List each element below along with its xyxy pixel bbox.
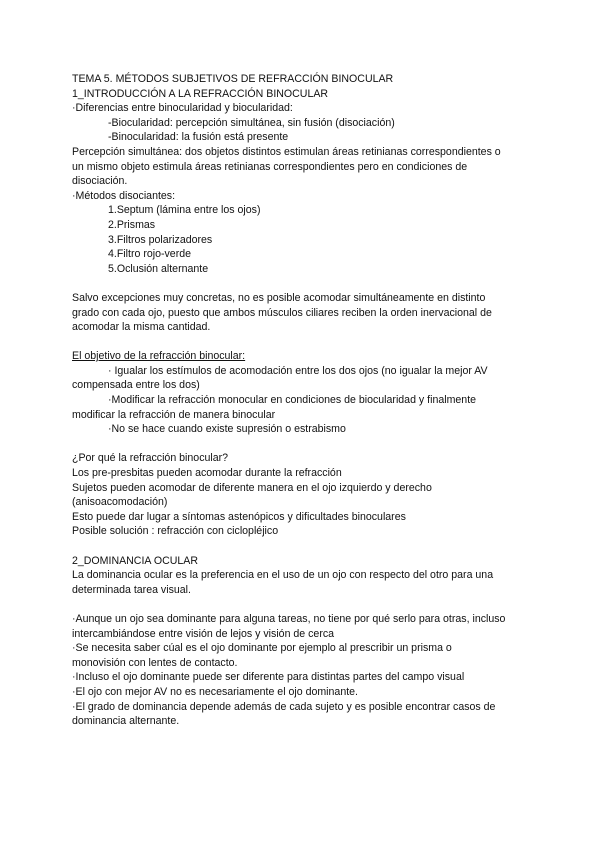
objective-item-1a: · Igualar los estímulos de acomodación entre los dos ojos (no igualar la mejor AV bbox=[108, 364, 488, 377]
why-line-2: Sujetos pueden acomodar de diferente manera en el ojo izquierdo y derecho bbox=[72, 481, 432, 494]
dominance-point-2a: ·Se necesita saber cúal es el ojo dominante por ejemplo al prescribir un prisma o bbox=[72, 642, 452, 655]
salvo-line-2: grado con cada ojo, puesto que ambos músculos ciliares reciben la orden inervacional de bbox=[72, 306, 492, 319]
dominance-def-2: determinada tarea visual. bbox=[72, 583, 191, 596]
dominance-point-1a: ·Aunque un ojo sea dominante para alguna tareas, no tiene por qué serlo para otras, incluso bbox=[72, 612, 506, 625]
document-title: TEMA 5. MÉTODOS SUBJETIVOS DE REFRACCIÓN BINOCULAR bbox=[72, 73, 394, 85]
dominance-def-1: La dominancia ocular es la preferencia en el uso de un ojo con respecto del otro para una bbox=[72, 569, 494, 582]
dominance-point-1b: intercambiándose entre visión de lejos y visión de cerca bbox=[72, 627, 335, 640]
methods-title: ·Métodos disociantes: bbox=[72, 189, 176, 202]
why-line-1: Los pre-presbitas pueden acomodar durante la refracción bbox=[72, 467, 342, 480]
dominance-point-4: ·El ojo con mejor AV no es necesariamente el ojo dominante. bbox=[72, 685, 358, 698]
dominance-point-5b: dominancia alternante. bbox=[72, 715, 180, 728]
why-line-3: (anisoacomodación) bbox=[72, 496, 168, 509]
document-page bbox=[72, 72, 532, 729]
objective-item-3: ·No se hace cuando existe supresión o estrabismo bbox=[108, 423, 346, 436]
why-line-5: Posible solución : refracción con ciclopléjico bbox=[72, 525, 279, 538]
dominance-point-2b: monovisión con lentes de contacto. bbox=[72, 656, 238, 669]
binocularidad-item: -Binocularidad: la fusión está presente bbox=[108, 131, 289, 144]
percepcion-line-3: disociación. bbox=[72, 175, 128, 188]
why-title: ¿Por qué la refracción binocular? bbox=[72, 452, 229, 465]
method-item: 1.Septum (lámina entre los ojos) bbox=[108, 204, 261, 217]
why-line-4: Esto puede dar lugar a síntomas astenópicos y dificultades binoculares bbox=[72, 510, 406, 523]
dominance-point-5a: ·El grado de dominancia depende además de cada sujeto y es posible encontrar casos de bbox=[72, 700, 496, 713]
objective-item-2a: ·Modificar la refracción monocular en condiciones de biocularidad y finalmente bbox=[108, 394, 477, 407]
differences-title: ·Diferencias entre binocularidad y biocularidad: bbox=[72, 102, 293, 115]
method-item: 3.Filtros polarizadores bbox=[108, 233, 213, 246]
salvo-line-1: Salvo excepciones muy concretas, no es posible acomodar simultáneamente en distinto bbox=[72, 291, 486, 304]
method-item: 5.Oclusión alternante bbox=[108, 262, 209, 275]
biocularidad-item: -Biocularidad: percepción simultánea, sin fusión (disociación) bbox=[108, 116, 395, 129]
method-item: 4.Filtro rojo-verde bbox=[108, 248, 192, 261]
percepcion-line-2: un mismo objeto estimula áreas retinianas correspondientes pero en condiciones de bbox=[72, 160, 468, 173]
percepcion-line-1: Percepción simultánea: dos objetos distintos estimulan áreas retinianas correspondientes o bbox=[72, 145, 501, 158]
section-2-heading: 2_DOMINANCIA OCULAR bbox=[72, 554, 198, 567]
section-1-heading: 1_INTRODUCCIÓN A LA REFRACCIÓN BINOCULAR bbox=[72, 87, 329, 100]
objective-item-1b: compensada entre los dos) bbox=[72, 379, 200, 392]
dominance-point-3: ·Incluso el ojo dominante puede ser diferente para distintas partes del campo visual bbox=[72, 671, 465, 684]
salvo-line-3: acomodar la misma cantidad. bbox=[72, 321, 211, 334]
objective-item-2b: modificar la refracción de manera binocular bbox=[72, 408, 276, 421]
objective-title: El objetivo de la refracción binocular: bbox=[72, 350, 246, 363]
method-item: 2.Prismas bbox=[108, 218, 156, 231]
